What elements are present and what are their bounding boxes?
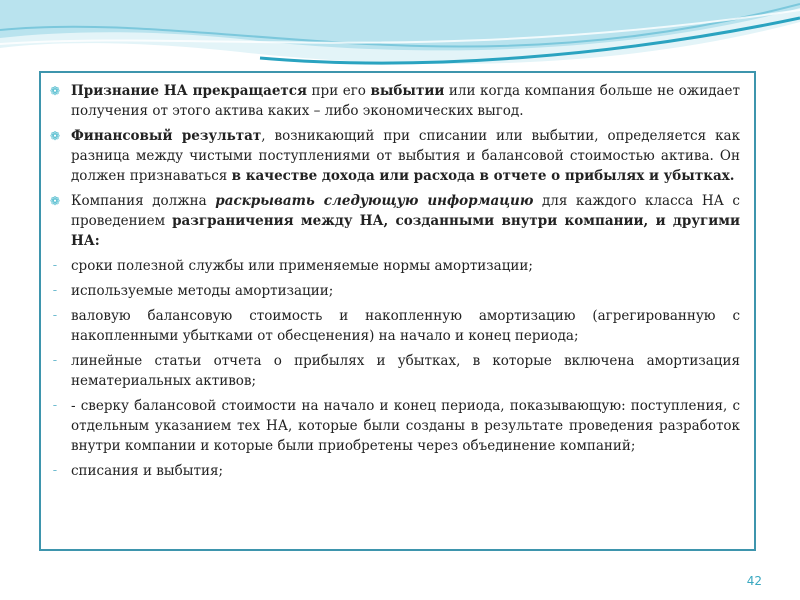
content-box <box>39 71 756 551</box>
plain-text: , возникающий при списании или выбытии, определяется как разница между чистыми поступлениями от выбытия и балансовой стоимостью актива. Он должен признаваться <box>71 128 741 184</box>
item-list <box>47 81 740 481</box>
bullet-item <box>47 126 740 186</box>
dash-marker-icon: - <box>52 398 58 413</box>
plain-text: - сверку балансовой стоимости на начало и конец периода, показывающую: поступления, с отдельным указанием тех НА, которые были созданы в результате проведения разработок внутри компании и которые были приобретены через объединение компаний; <box>71 398 740 454</box>
dash-marker-icon: - <box>52 283 58 298</box>
bullet-flower-icon: ❁ <box>49 84 61 98</box>
bold-text: разграничения между НА, созданными внутри компании, и другими НА: <box>71 213 741 249</box>
item-text <box>71 398 740 454</box>
bold-italic-text: раскрывать следующую информацию <box>215 193 534 209</box>
dash-item <box>47 281 740 301</box>
dash-marker-icon: - <box>52 353 58 368</box>
item-text <box>71 258 533 274</box>
dash-item <box>47 306 740 346</box>
plain-text: при его <box>306 83 371 99</box>
plain-text: для каждого класса НА с проведением <box>71 193 740 229</box>
bold-text: Признание НА прекращается <box>71 83 307 99</box>
bold-text: Финансовый результат <box>71 128 262 144</box>
bullet-flower-icon: ❁ <box>49 129 61 143</box>
dash-item <box>47 256 740 276</box>
bullet-item <box>47 81 740 121</box>
bullet-item <box>47 191 740 251</box>
bold-text: в качестве дохода или расхода в отчете о прибылях и убытках. <box>231 168 735 184</box>
dash-marker-icon: - <box>52 463 58 478</box>
plain-text: линейные статьи отчета о прибылях и убытках, в которые включена амортизация нематериальных активов; <box>71 353 740 389</box>
item-text <box>71 463 223 479</box>
plain-text: валовую балансовую стоимость и накопленную амортизацию (агрегированную с накопленными убытками от обесценения) на начало и конец периода; <box>71 308 740 344</box>
item-text <box>71 128 740 184</box>
item-text <box>71 283 333 299</box>
dash-item <box>47 351 740 391</box>
item-text <box>71 353 740 389</box>
dash-marker-icon: - <box>52 258 58 273</box>
item-text <box>71 83 740 119</box>
bullet-flower-icon: ❁ <box>49 194 61 208</box>
plain-text: сроки полезной службы или применяемые нормы амортизации; <box>71 258 533 274</box>
plain-text: используемые методы амортизации; <box>71 283 334 299</box>
plain-text: списания и выбытия; <box>71 463 224 479</box>
plain-text: или когда компания больше не ожидает получения от этого актива каких – либо экономических выгод. <box>71 83 741 119</box>
item-text <box>71 308 740 344</box>
dash-marker-icon: - <box>52 308 58 323</box>
dash-item <box>47 396 740 456</box>
dash-item <box>47 461 740 481</box>
page-number: 42 <box>746 574 762 588</box>
plain-text: Компания должна <box>71 193 216 209</box>
item-text <box>71 193 740 249</box>
bold-text: выбытии <box>370 83 445 99</box>
